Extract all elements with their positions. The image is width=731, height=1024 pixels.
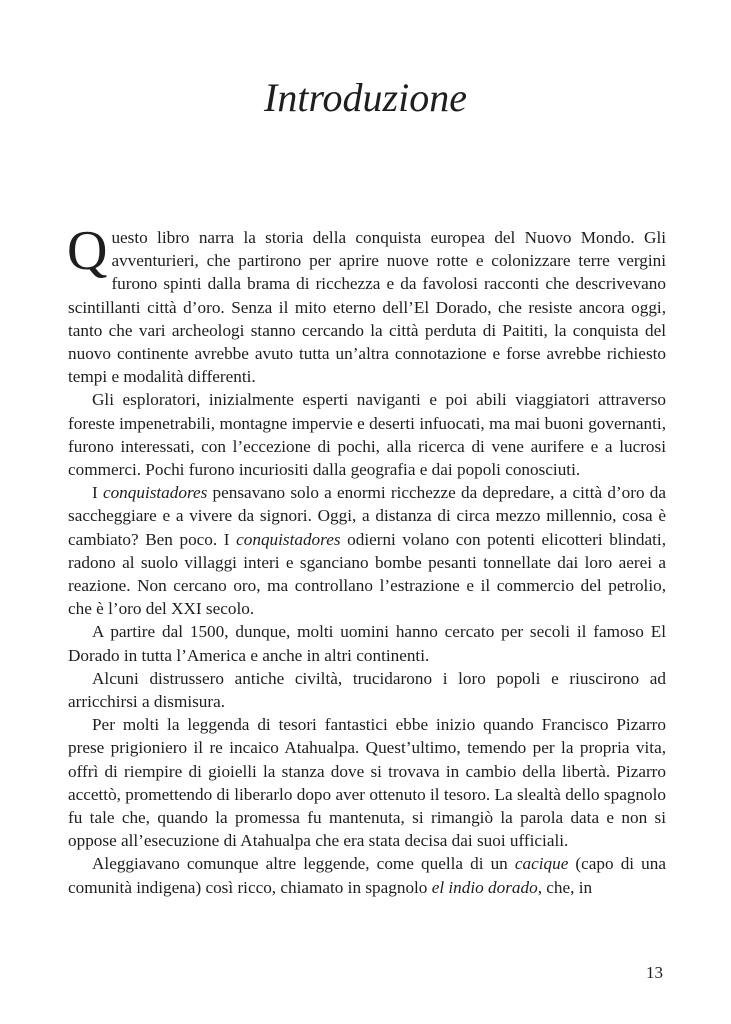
text-run: (capo di una comunità indigena) così ricco, chiamato in spagnolo	[68, 854, 666, 897]
text-run: odierni volano con potenti elicotteri blindati, radono al suolo villaggi interi e sganciano bombe pesanti tonnellate dai loro aerei a reazione. Non cercano oro, ma controllano l’estrazione e il commercio del petrolio, che è l’oro del XXI secolo.	[68, 529, 666, 619]
text-run: Per molti la leggenda di tesori fantastici ebbe inizio quando Francisco Pizarro prese prigioniero il re incaico Atahualpa. Quest’ultimo, temendo per la propria vita, offrì di riempire di gioielli la stanza dove si trovava in cambio della libertà. Pizarro accettò, promettendo di liberarlo dopo aver ottenuto il tesoro. La slealtà dello spagnolo fu tale che, quando la promessa fu mantenuta, si rimangiò la parola data e non si oppose all’esecuzione di Atahualpa che era stata decisa dai suoi ufficiali.	[68, 715, 666, 851]
paragraph	[68, 388, 666, 481]
chapter-title: Introduzione	[264, 75, 467, 120]
italic-text: el indio dorado	[431, 877, 538, 897]
paragraph	[68, 667, 666, 713]
body-text	[67, 220, 666, 899]
italic-text: conquistadores	[102, 483, 208, 503]
text-run: pensavano solo a enormi ricchezze da depredare, a città d’oro da saccheggiare e a vivere da signori. Oggi, a distanza di circa mezzo millennio, cosa è cambiato? Ben poco. I	[68, 483, 666, 549]
paragraph	[68, 481, 666, 620]
paragraph	[68, 620, 666, 666]
paragraph	[67, 220, 666, 388]
text-run: uesto libro narra la storia della conquista europea del Nuovo Mondo. Gli avventurieri, che partirono per aprire nuove rotte e colonizzare terre vergini furono spinti dalla brama di ricchezza e da favolosi racconti che descrivevano scintillanti città d’oro. Senza il mito eterno dell’El Dorado, che resiste ancora oggi, tanto che vari archeologi stanno cercando la città perduta di Paititi, la conquista del nuovo continente avrebbe avuto tutta un’altra connotazione e forse avrebbe richiesto tempi e modalità differenti.	[68, 228, 666, 387]
text-run: Gli esploratori, inizialmente esperti naviganti e poi abili viaggiatori attraverso foreste impenetrabili, montagne impervie e deserti infuocati, ma mai buoni governanti, furono interessati, con l’eccezione di pochi, alla ricerca di vene aurifere e a lucrosi commerci. Pochi furono incuriositi dalla geografia e dai popoli conosciuti.	[68, 390, 666, 480]
italic-text: conquistadores	[236, 529, 341, 549]
text-run: Alcuni distrussero antiche civiltà, trucidarono i loro popoli e riuscirono ad arricchirsi a dismisura.	[68, 668, 666, 712]
text-run: A partire dal 1500, dunque, molti uomini hanno cercato per secoli il famoso El Dorado in tutta l’America e anche in altri continenti.	[68, 622, 666, 665]
paragraph	[68, 852, 666, 898]
text-run: Aleggiavano comunque altre leggende, come quella di un	[92, 854, 515, 874]
text-run: , che, in	[537, 877, 593, 897]
italic-text: cacique	[514, 854, 569, 874]
paragraph	[68, 713, 666, 852]
text-run: I	[92, 483, 103, 503]
drop-cap: Q	[67, 220, 108, 282]
page-number: 13	[646, 963, 663, 982]
